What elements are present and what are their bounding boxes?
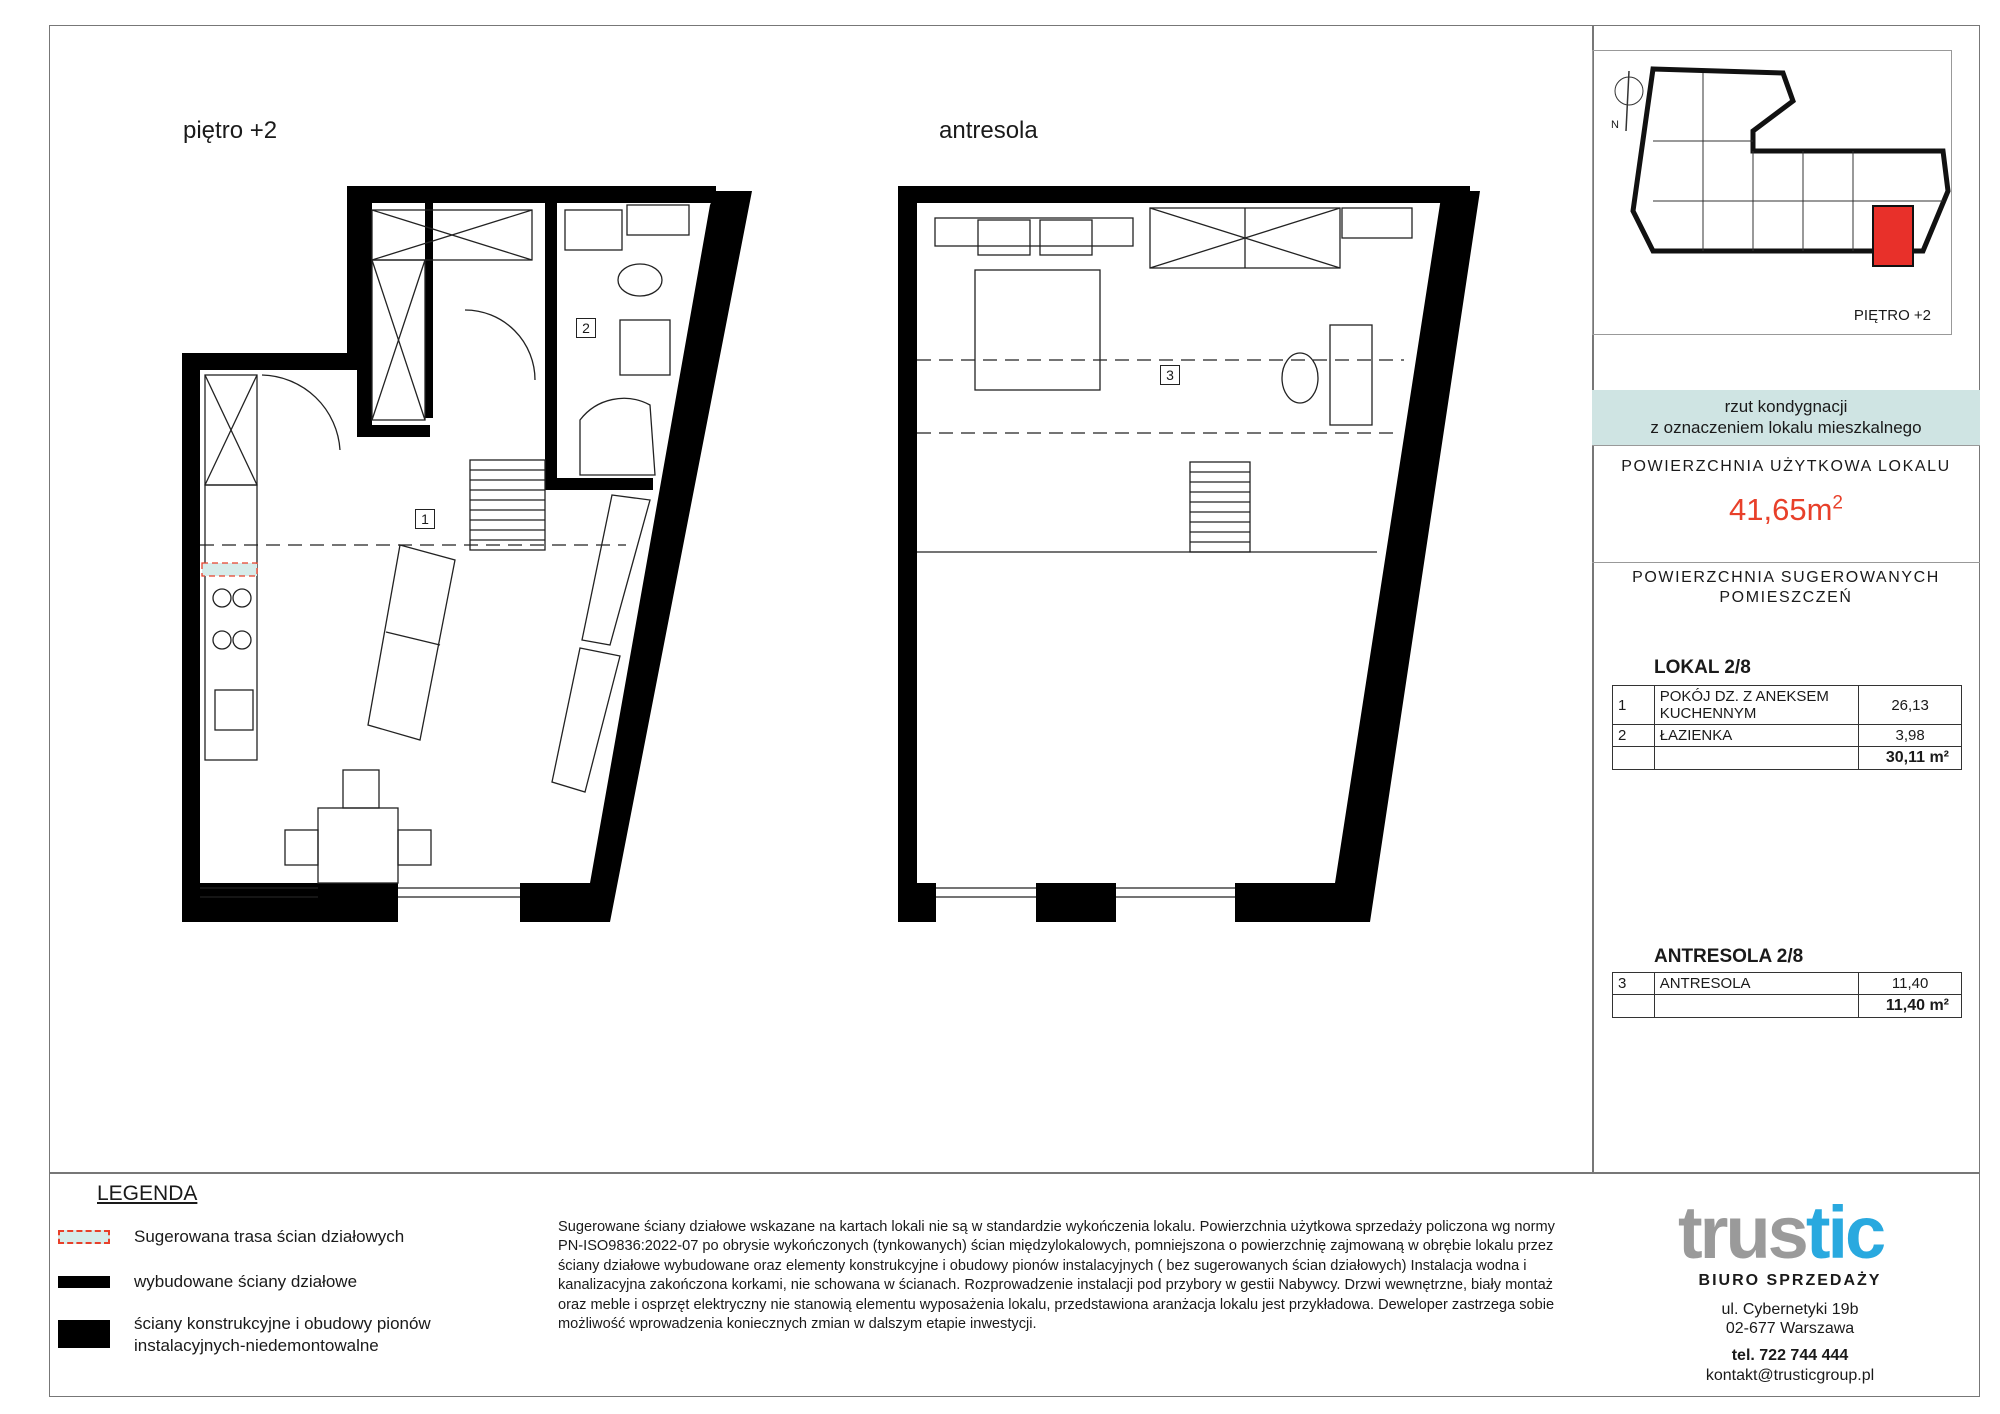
usable-area-title: POWIERZCHNIA UŻYTKOWA LOKALU xyxy=(1621,458,1951,475)
antresola-table xyxy=(1612,972,1962,1018)
divider-rooms xyxy=(1592,562,1980,563)
structural-wall-outer xyxy=(182,186,432,922)
structural-pillar xyxy=(318,883,398,922)
table-row: 2 ŁAZIENKA 3,98 xyxy=(1613,725,1962,747)
lokal-table xyxy=(1612,685,1962,770)
disclaimer-notes: Sugerowane ściany działowe wskazane na kartach lokali nie są w standardzie wykończenia lokalu. Powierzchnia użytkowa sprzedaży policzona wg normy PN-ISO9836:2022-07 po obrysie wykończonych (tynkowanych) ścian międzylokalowych, pomniejszona o powierzchnię zajmowaną w obrębie lokalu przez ściany działowe wybudowane oraz elementy konstrukcyjne i obudowy pionów instalacyjnych ( bez sugerowanych ścian działowych) Instalacja wodna i kanalizacyjna zakończona korkami, nie schowana w ścianach. Rozprowadzenie instalacji pod przybory w gestii Nabywcy. Drzwi wewnętrzne, biały montaż oraz meble i osprzęt elektryczny nie stanowią elementu wyposażenia lokalu, przedstawiona aranżacja lokalu jest przykładowa. Deweloper zastrzega sobie możliwość wprowadzenia koniecznych zmian w dalszym etapie inwestycji. xyxy=(558,1219,1555,1333)
partition-wall-bathroom xyxy=(545,203,557,483)
legend-item-structural: ściany konstrukcyjne i obudowy pionów instalacyjnych-niedemontowalne xyxy=(134,1314,431,1355)
legend-title: LEGENDA xyxy=(97,1182,198,1205)
legend-item-suggested: Sugerowana trasa ścian działowych xyxy=(134,1227,405,1246)
plan-type-band xyxy=(1592,390,1980,445)
company-logo: trustic xyxy=(1678,1191,1884,1274)
key-map-drawing xyxy=(1593,51,1951,334)
room-marker-1: 1 xyxy=(415,509,435,529)
legend-swatch-structural xyxy=(58,1320,110,1348)
key-map xyxy=(1592,50,1952,335)
structural-wall-antresola-right xyxy=(1235,191,1480,922)
table-row: 1 POKÓJ DZ. Z ANEKSEM KUCHENNYM 26,13 xyxy=(1613,686,1962,725)
suggested-rooms-title: POWIERZCHNIA SUGEROWANYCH POMIESZCZEŃ xyxy=(1632,569,1940,606)
north-arrow-icon xyxy=(1615,71,1643,131)
address-city: 02-677 Warszawa xyxy=(1725,1320,1855,1337)
phone: tel. 722 744 444 xyxy=(1731,1347,1849,1364)
plan-floor-2 xyxy=(182,186,752,922)
lokal-title: LOKAL 2/8 xyxy=(1654,657,1751,678)
floor-label-right: antresola xyxy=(939,117,1038,144)
email: kontakt@trusticgroup.pl xyxy=(1705,1367,1875,1384)
legend-swatch-partition xyxy=(58,1276,110,1288)
room-marker-3: 3 xyxy=(1160,365,1180,385)
table-total-row: 30,11 m² xyxy=(1613,747,1962,770)
address-street: ul. Cybernetyki 19b xyxy=(1721,1301,1859,1318)
usable-area-value: $41,65m^2$ xyxy=(1729,492,1843,527)
table-total-row: 11,40 m² xyxy=(1613,995,1962,1018)
divider-horizontal xyxy=(49,1172,1980,1174)
antresola-title: ANTRESOLA 2/8 xyxy=(1654,946,1804,967)
plan-antresola xyxy=(898,186,1480,922)
table-row: 3 ANTRESOLA 11,40 xyxy=(1613,973,1962,995)
sales-office-label: BIURO SPRZEDAŻY xyxy=(1698,1272,1882,1289)
legend-swatch-suggested xyxy=(58,1230,110,1244)
room-marker-2: 2 xyxy=(576,318,596,338)
floor-label-left: piętro +2 xyxy=(183,117,278,144)
key-map-caption: PIĘTRO +2 xyxy=(1853,307,1931,324)
legend-item-partition: wybudowane ściany działowe xyxy=(134,1272,358,1291)
divider-area xyxy=(1592,445,1980,446)
north-label: N xyxy=(1611,119,1619,131)
band-line-1: rzut kondygnacji xyxy=(1724,397,1848,416)
band-line-2: z oznaczeniem lokalu mieszkalnego xyxy=(1650,418,1922,437)
